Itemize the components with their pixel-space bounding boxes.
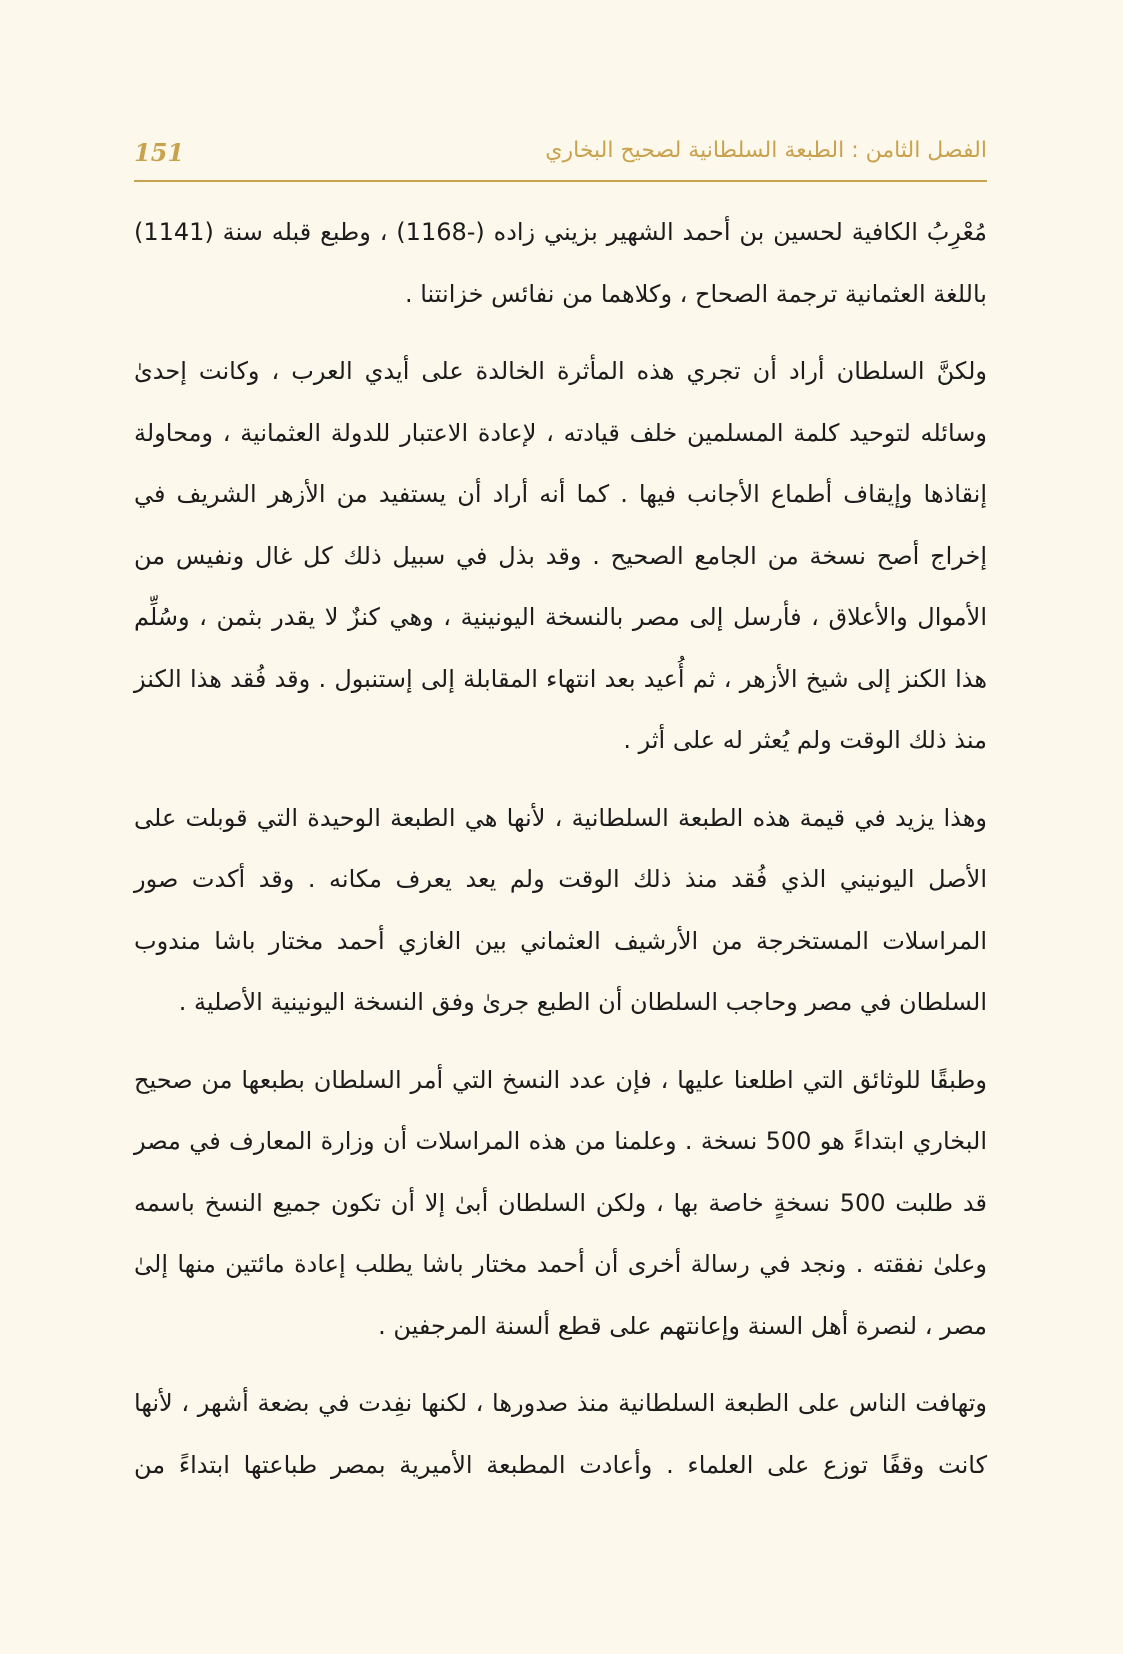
page [134,130,987,1610]
paragraph-1: مُعْرِبُ الكافية لحسين بن أحمد الشهير بزيني زاده (-1168) ، وطبع قبله سنة (1141) باللغة العثمانية ترجمة الصحاح ، وكلاهما من نفائس خزانتنا . [134,218,987,308]
paragraph-2: ولكنَّ السلطان أراد أن تجري هذه المأثرة الخالدة على أيدي العرب ، وكانت إحدىٰ وسائله لتوحيد كلمة المسلمين خلف قيادته ، لإعادة الاعتبار للدولة العثمانية ، ومحاولة إنقاذها وإيقاف أطماع الأجانب فيها . كما أنه أراد أن يستفيد من الأزهر الشريف في إخراج أصح نسخة من الجامع الصحيح . وقد بذل في سبيل ذلك كل غال ونفيس من الأموال والأعلاق ، فأرسل إلى مصر بالنسخة اليونينية ، وهي كنزٌ لا يقدر بثمن ، وسُلِّم هذا الكنز إلى شيخ الأزهر ، ثم أُعيد بعد انتهاء المقابلة إلى إستنبول . وقد فُقد هذا الكنز منذ ذلك الوقت ولم يُعثر له على أثر . [134,357,987,754]
paragraph-5: وتهافت الناس على الطبعة السلطانية منذ صدورها ، لكنها نفِدت في بضعة أشهر ، لأنها كانت وقفًا توزع على العلماء . وأعادت المطبعة الأميرية بمصر طباعتها ابتداءً من [134,1389,987,1479]
page-number: 151 [134,138,185,167]
running-header [134,130,987,182]
chapter-title: الفصل الثامن : الطبعة السلطانية لصحيح البخاري [545,138,987,163]
body-text [134,202,987,1496]
paragraph-4: وطبقًا للوثائق التي اطلعنا عليها ، فإن عدد النسخ التي أمر السلطان بطبعها من صحيح البخاري ابتداءً هو 500 نسخة . وعلمنا من هذه المراسلات أن وزارة المعارف في مصر قد طلبت 500 نسخةٍ خاصة بها ، ولكن السلطان أبىٰ إلا أن تكون جميع النسخ باسمه وعلىٰ نفقته . ونجد في رسالة أخرى أن أحمد مختار باشا يطلب إعادة مائتين منها إلىٰ مصر ، لنصرة أهل السنة وإعانتهم على قطع ألسنة المرجفين . [134,1065,988,1340]
paragraph-3: وهذا يزيد في قيمة هذه الطبعة السلطانية ، لأنها هي الطبعة الوحيدة التي قوبلت على الأصل اليونيني الذي فُقد منذ ذلك الوقت ولم يعد يعرف مكانه . وقد أكدت صور المراسلات المستخرجة من الأرشيف العثماني بين الغازي أحمد مختار باشا مندوب السلطان في مصر وحاجب السلطان أن الطبع جرىٰ وفق النسخة اليونينية الأصلية . [134,803,987,1016]
